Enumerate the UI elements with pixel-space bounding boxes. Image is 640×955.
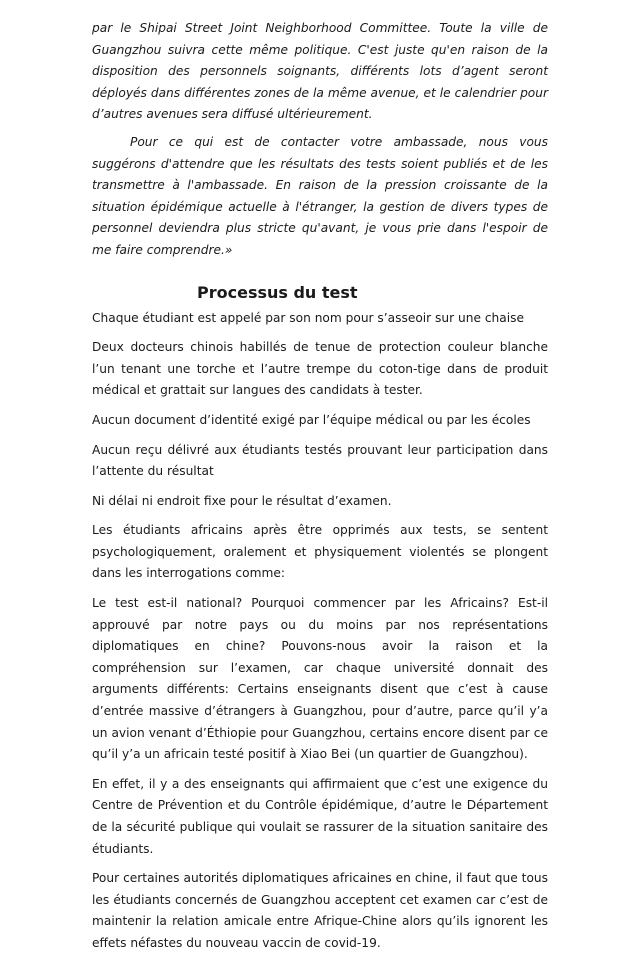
quote-paragraph-2: Pour ce qui est de contacter votre ambassade, nous vous suggérons d'attendre que les résultats des tests soient publiés et de les transmettre à l'ambassade. En raison de la pression croissante de la situation épidémique actuelle à l'étranger, la gestion de divers types de personnel deviendra plus stricte qu'avant, je vous prie dans l'espoir de me faire comprendre.» bbox=[92, 134, 548, 257]
body-paragraph-5: Ni délai ni endroit fixe pour le résultat d’examen. bbox=[92, 493, 392, 508]
body-paragraph-8: En effet, il y a des enseignants qui affirmaient que c’est une exigence du Centre de Prévention et du Contrôle épidémique, d’autre le Département de la sécurité publique qui voulait se rassurer de la situation sanitaire des étudiants. bbox=[92, 776, 548, 856]
body-paragraph-1: Chaque étudiant est appelé par son nom pour s’asseoir sur une chaise bbox=[92, 310, 524, 325]
section-heading: Processus du test bbox=[197, 282, 358, 302]
body-paragraph-9: Pour certaines autorités diplomatiques africaines en chine, il faut que tous les étudiants concernés de Guangzhou acceptent cet examen car c’est de maintenir la relation amicale entre Afrique-Chine alors qu’ils ignorent les effets néfastes du nouveau vaccin de covid-19. bbox=[92, 871, 548, 950]
body-paragraph-6: Les étudiants africains après être opprimés aux tests, se sentent psychologiquement, oralement et physiquement violentés se plongent dans les interrogations comme: bbox=[92, 523, 548, 581]
quote-paragraph-1: par le Shipai Street Joint Neighborhood Committee. Toute la ville de Guangzhou suivra cette même politique. C'est juste qu'en raison de la disposition des personnels soignants, différents lots d’agent seront déployés dans différentes zones de la même avenue, et le calendrier pour d’autres avenues sera diffusé ultérieurement. bbox=[92, 21, 548, 122]
body-paragraph-4: Aucun reçu délivré aux étudiants testés prouvant leur participation dans l’attente du résultat bbox=[92, 442, 548, 479]
body-paragraph-7: Le test est-il national? Pourquoi commencer par les Africains? Est-il approuvé par notre pays ou du moins par nos représentations diplomatiques en chine? Pouvons-nous avoir la raison et la compréhension sur l’examen, car chaque université donnait des arguments différents: Certains enseignants disent que c’est à cause d’entrée massive d’étrangers à Guangzhou, pour d’autre, parce qu’il y’a un avion venant d’Éthiopie pour Guangzhou, certains encore disent par ce qu’il y’a un africain testé positif à Xiao Bei (un quartier de Guangzhou). bbox=[92, 596, 548, 762]
body-paragraph-2: Deux docteurs chinois habillés de tenue de protection couleur blanche l’un tenant une torche et l’autre trempe du coton-tige dans de produit médical et grattait sur langues des candidats à tester. bbox=[92, 340, 548, 398]
body-paragraph-3: Aucun document d’identité exigé par l’équipe médical ou par les écoles bbox=[92, 412, 531, 427]
